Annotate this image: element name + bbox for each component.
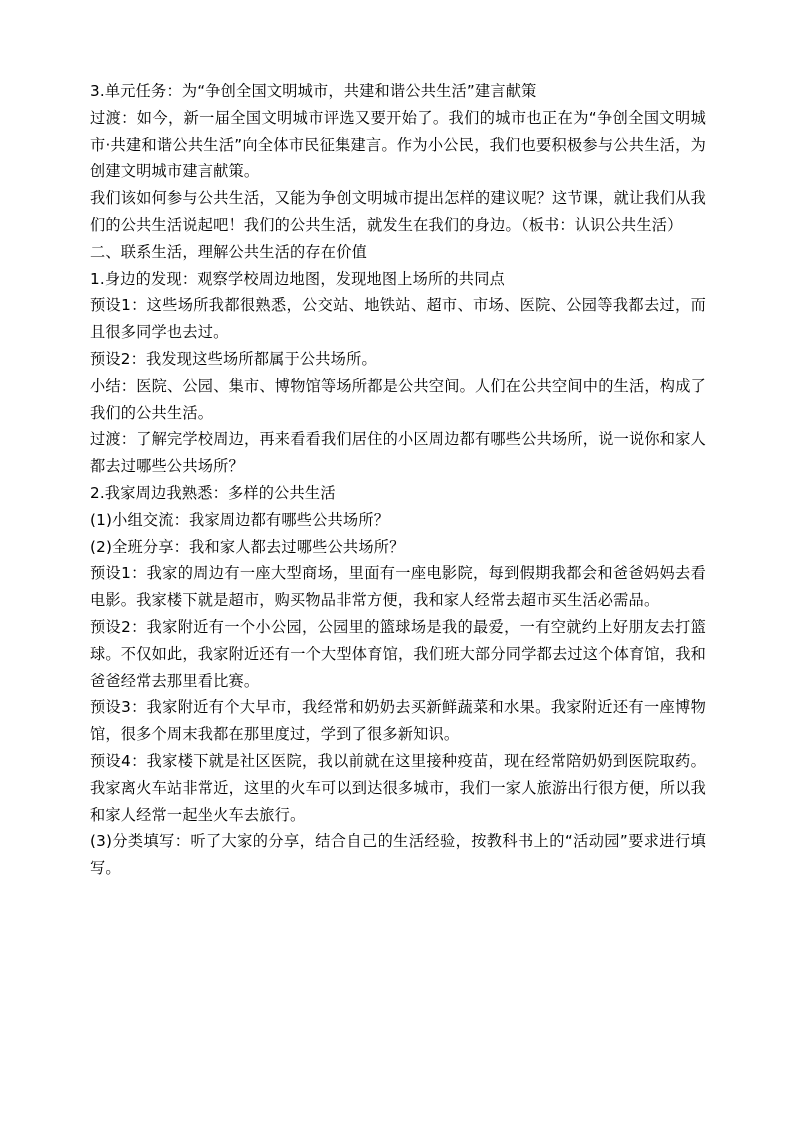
discovery-heading: 1.身边的发现：观察学校周边地图，发现地图上场所的共同点 (90, 269, 505, 288)
transition-paragraph: 过渡：如今，新一届全国文明城市评选又要开始了。我们的城市也正在为“争创全国文明城市·共建和谐公共生活”向全体市民征集建言。作为小公民，我们也要积极参与公共生活，为创建文明城市建言献策。 (90, 108, 706, 181)
group-discussion-item: (1)小组交流：我家周边都有哪些公共场所？ (90, 510, 390, 529)
preset-2-paragraph: 预设2：我发现这些场所都属于公共场所。 (90, 349, 377, 368)
preset-1-paragraph: 预设1：这些场所我都很熟悉，公交站、地铁站、超市、市场、医院、公园等我都去过，而且很多同学也去过。 (90, 296, 706, 342)
summary-paragraph: 小结：医院、公园、集市、博物馆等场所都是公共空间。人们在公共空间中的生活，构成了我们的公共生活。 (90, 376, 706, 422)
neighborhood-heading: 2.我家周边我熟悉：多样的公共生活 (90, 483, 336, 502)
sharing-preset-2: 预设2：我家附近有一个小公园，公园里的篮球场是我的最爱，一有空就约上好朋友去打篮球。不仅如此，我家附近还有一个大型体育馆，我们班大部分同学都去过这个体育馆，我和爸爸经常去那里看比赛。 (90, 617, 706, 690)
document-page (90, 78, 706, 882)
transition-paragraph-2: 过渡：了解完学校周边，再来看看我们居住的小区周边都有哪些公共场所，说一说你和家人都去过哪些公共场所？ (90, 430, 706, 476)
section-two-heading: 二、联系生活，理解公共生活的存在价值 (90, 242, 367, 261)
sharing-preset-3: 预设3：我家附近有个大早市，我经常和奶奶去买新鲜蔬菜和水果。我家附近还有一座博物馆，很多个周末我都在那里度过，学到了很多新知识。 (90, 698, 706, 744)
sharing-preset-1: 预设1：我家的周边有一座大型商场，里面有一座电影院，每到假期我都会和爸爸妈妈去看电影。我家楼下就是超市，购买物品非常方便，我和家人经常去超市买生活必需品。 (90, 564, 706, 610)
unit-task-heading: 3.单元任务：为“争创全国文明城市，共建和谐公共生活”建言献策 (90, 82, 537, 100)
sharing-preset-4: 预设4：我家楼下就是社区医院，我以前就在这里接种疫苗，现在经常陪奶奶到医院取药。我家离火车站非常近，这里的火车可以到达很多城市，我们一家人旅游出行很方便，所以我和家人经常一起坐火车去旅行。 (90, 751, 706, 824)
class-sharing-item: (2)全班分享：我和家人都去过哪些公共场所？ (90, 537, 405, 556)
question-paragraph: 我们该如何参与公共生活，又能为争创文明城市提出怎样的建议呢？这节课，就让我们从我们的公共生活说起吧！我们的公共生活，就发生在我们的身边。（板书：认识公共生活） (90, 189, 706, 234)
classification-item: (3)分类填写：听了大家的分享，结合自己的生活经验，按教科书上的“活动园”要求进行填写。 (90, 832, 706, 878)
